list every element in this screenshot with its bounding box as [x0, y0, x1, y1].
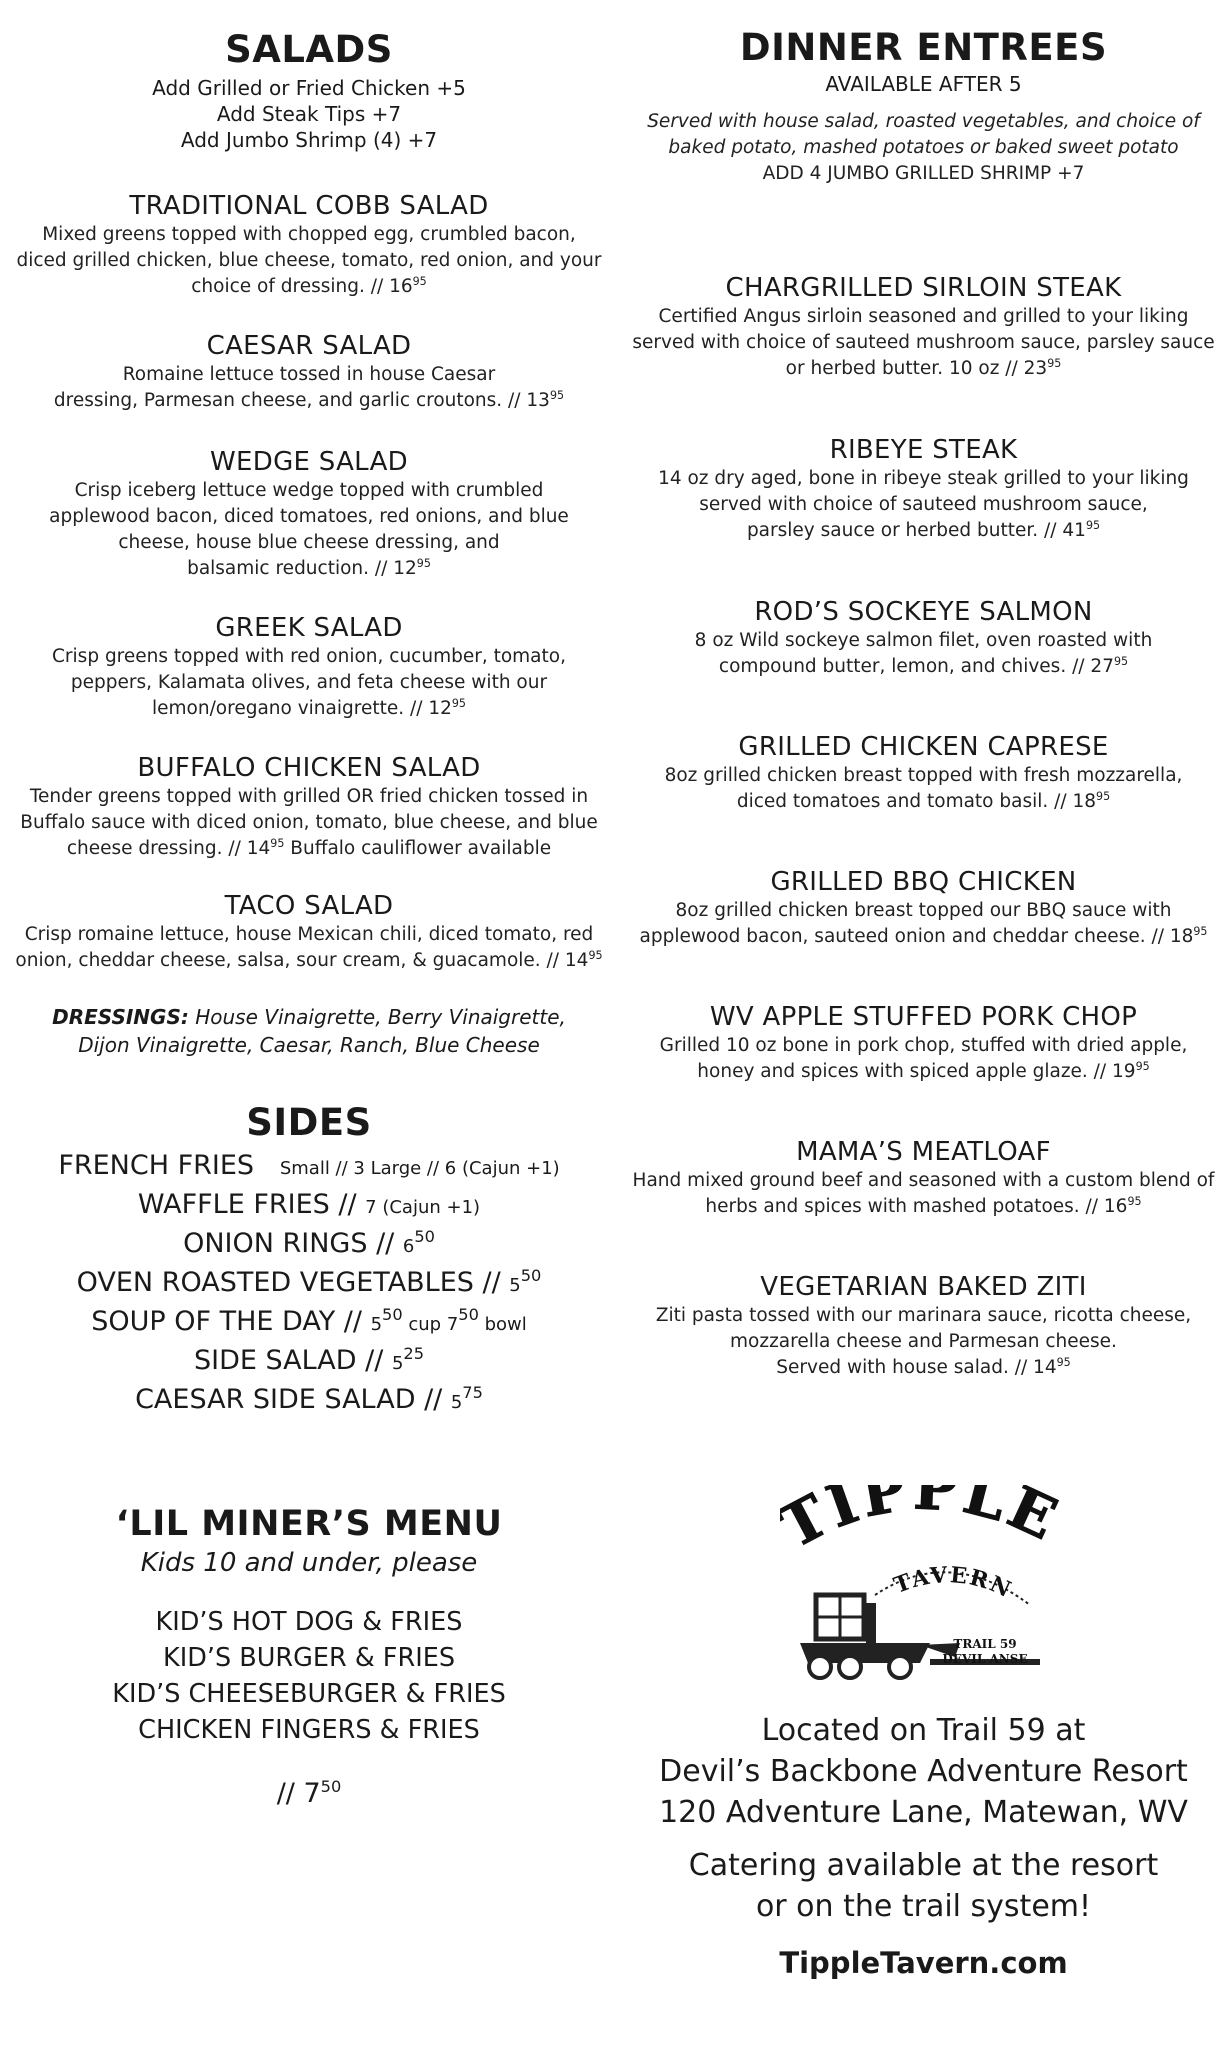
menu-item [628, 866, 1219, 950]
salads-addon: Add Grilled or Fried Chicken +5 [152, 75, 466, 100]
tipple-tavern-logo [780, 1485, 1065, 1685]
item-desc: Crisp romaine lettuce, house Mexican chili, diced tomato, red [24, 924, 594, 945]
item-desc: Hand mixed ground beef and seasoned with a custom blend of [632, 1170, 1215, 1191]
item-desc: Mixed greens topped with chopped egg, crumbled bacon, [42, 224, 576, 245]
sides-section [0, 1103, 618, 1421]
svg-text:DEVIL ANSE: DEVIL ANSE [942, 1652, 1028, 1666]
menu-item [628, 1001, 1219, 1085]
salads-title: SALADS [225, 28, 393, 71]
item-name: GRILLED BBQ CHICKEN [770, 867, 1077, 897]
menu-item [628, 731, 1219, 815]
item-desc: diced grilled chicken, blue cheese, tomato, red onion, and your [16, 250, 602, 271]
item-name: VEGETARIAN BAKED ZITI [760, 1272, 1087, 1302]
dressings-label: DRESSINGS: [52, 1005, 189, 1029]
kids-title: ‘LIL MINER’S MENU [115, 1504, 503, 1544]
item-price-line: diced tomatoes and tomato basil. // $18^{95}$ [736, 789, 1111, 812]
side-item: FRENCH FRIES Small // 3 Large // 6 (Cajun +1) [58, 1149, 560, 1181]
item-desc: Romaine lettuce tossed in house Caesar [122, 364, 496, 385]
entrees-header [628, 28, 1219, 187]
item-name: TRADITIONAL COBB SALAD [129, 191, 489, 221]
item-desc: Ziti pasta tossed with our marinara sauce, ricotta cheese, [655, 1305, 1192, 1326]
entrees-note: baked potato, mashed potatoes or baked sweet potato [668, 136, 1179, 158]
salads-addon: Add Jumbo Shrimp (4) +7 [180, 127, 438, 152]
item-desc: Certified Angus sirloin seasoned and grilled to your liking [658, 306, 1189, 327]
item-desc: Crisp iceberg lettuce wedge topped with crumbled [74, 480, 544, 501]
side-item: OVEN ROASTED VEGETABLES // $5^{50}$ [76, 1265, 542, 1298]
kids-section [0, 1505, 618, 1812]
menu-item [0, 752, 618, 862]
item-name: WEDGE SALAD [210, 447, 408, 477]
location-line: 120 Adventure Lane, Matewan, WV [659, 1795, 1188, 1830]
menu-item [628, 272, 1219, 382]
entrees-title: DINNER ENTREES [739, 26, 1108, 69]
side-item: ONION RINGS // $6^{50}$ [183, 1226, 435, 1259]
item-name: GRILLED CHICKEN CAPRESE [738, 732, 1109, 762]
item-price-line: choice of dressing. // $16^{95}$ [191, 274, 427, 297]
location-line: Devil’s Backbone Adventure Resort [659, 1754, 1188, 1789]
item-name: GREEK SALAD [215, 613, 403, 643]
kids-item: KID’S CHEESEBURGER & FRIES [112, 1678, 506, 1709]
kids-item: KID’S HOT DOG & FRIES [155, 1606, 463, 1637]
item-price-line: compound butter, lemon, and chives. // $27^{95}$ [718, 654, 1129, 677]
item-desc: Grilled 10 oz bone in pork chop, stuffed with dried apple, [659, 1035, 1188, 1056]
kids-item: KID’S BURGER & FRIES [162, 1642, 456, 1673]
entrees-note: Served with house salad, roasted vegetables, and choice of [647, 110, 1200, 132]
catering-line: Catering available at the resort [688, 1848, 1159, 1883]
item-desc: served with choice of sauteed mushroom sauce, [699, 494, 1148, 515]
item-desc: 14 oz dry aged, bone in ribeye steak grilled to your liking [658, 468, 1189, 489]
menu-item [0, 446, 618, 582]
item-name: CHARGRILLED SIRLOIN STEAK [725, 273, 1122, 303]
item-desc: Crisp greens topped with red onion, cucumber, tomato, [52, 646, 566, 667]
salads-section [0, 30, 618, 153]
svg-text:TIPPLE: IPPLE [818, 1485, 1065, 1555]
side-item: SIDE SALAD // $5^{25}$ [194, 1343, 424, 1376]
dressings: DRESSINGS: House Vinaigrette, Berry Vinaigrette, Dijon Vinaigrette, Caesar, Ranch, Blue Cheese [52, 1005, 566, 1057]
item-name: MAMA’S MEATLOAF [796, 1137, 1051, 1167]
location-line: Located on Trail 59 at [761, 1713, 1086, 1748]
item-desc: 8oz grilled chicken breast topped our BBQ sauce with [675, 900, 1172, 921]
item-desc: 8oz grilled chicken breast topped with fresh mozzarella, [664, 765, 1183, 786]
item-price-line: balsamic reduction. // $12^{95}$ [187, 556, 431, 579]
item-price-line: Served with house salad. // $14^{95}$ [776, 1355, 1071, 1378]
catering-line: or on the trail system! [755, 1889, 1092, 1924]
menu-item [0, 890, 618, 974]
item-price-line: applewood bacon, sauteed onion and cheddar cheese. // $18^{95}$ [639, 924, 1208, 947]
item-desc: served with choice of sauteed mushroom sauce, parsley sauce [632, 332, 1215, 353]
item-price-line: or herbed butter. 10 oz // $23^{95}$ [785, 356, 1062, 379]
item-name: CAESAR SALAD [206, 331, 412, 361]
item-price-line: cheese dressing. // $14^{95}$ Buffalo cauliflower available [66, 836, 552, 859]
item-price-line: herbs and spices with mashed potatoes. // $16^{95}$ [705, 1194, 1142, 1217]
menu-item [628, 1271, 1219, 1381]
item-name: TACO SALAD [224, 891, 394, 921]
item-price-line: lemon/oregano vinaigrette. // $12^{95}$ [151, 696, 466, 719]
website: TippleTavern.com [779, 1946, 1068, 1980]
menu-item [0, 330, 618, 414]
item-name: ROD’S SOCKEYE SALMON [754, 597, 1093, 627]
kids-item: CHICKEN FINGERS & FRIES [138, 1714, 480, 1745]
side-item: SOUP OF THE DAY // $5^{50}$ cup $7^{50}$ bowl [91, 1304, 527, 1337]
salads-addon: Add Steak Tips +7 [216, 101, 402, 126]
item-price-line: onion, cheddar cheese, salsa, sour cream, & guacamole. // $14^{95}$ [15, 948, 603, 971]
side-item: WAFFLE FRIES // 7 (Cajun +1) [137, 1188, 481, 1220]
item-desc: Tender greens topped with grilled OR fried chicken tossed in [29, 786, 589, 807]
item-desc: applewood bacon, diced tomatoes, red onions, and blue [49, 506, 569, 527]
info-section [628, 1710, 1219, 1984]
item-desc: mozzarella cheese and Parmesan cheese. [730, 1331, 1117, 1352]
item-name: BUFFALO CHICKEN SALAD [137, 753, 481, 783]
item-price-line: dressing, Parmesan cheese, and garlic croutons. // $13^{95}$ [53, 388, 565, 411]
menu-item [628, 1136, 1219, 1220]
item-desc: 8 oz Wild sockeye salmon filet, oven roasted with [694, 630, 1153, 651]
kids-subtitle: Kids 10 and under, please [140, 1547, 478, 1578]
entrees-subtitle: AVAILABLE AFTER 5 [825, 71, 1022, 96]
item-name: WV APPLE STUFFED PORK CHOP [709, 1002, 1138, 1032]
item-desc: Buffalo sauce with diced onion, tomato, blue cheese, and blue [20, 812, 598, 833]
entrees-note: ADD 4 JUMBO GRILLED SHRIMP +7 [762, 162, 1085, 184]
menu-item [628, 434, 1219, 544]
logo-image [780, 1485, 1065, 1685]
side-item: CAESAR SIDE SALAD // $5^{75}$ [135, 1382, 483, 1415]
sides-title: SIDES [246, 1101, 372, 1144]
item-name: RIBEYE STEAK [829, 435, 1018, 465]
svg-text:TAVERN: TAVERN [890, 1562, 1017, 1604]
item-price-line: honey and spices with spiced apple glaze. // $19^{95}$ [697, 1059, 1150, 1082]
svg-text:TRAIL 59: TRAIL 59 [953, 1637, 1017, 1651]
item-price-line: parsley sauce or herbed butter. // $41^{95}$ [746, 518, 1101, 541]
menu-item [0, 612, 618, 722]
menu-item [628, 596, 1219, 680]
item-desc: cheese, house blue cheese dressing, and [118, 532, 500, 553]
item-desc: peppers, Kalamata olives, and feta cheese with our [70, 672, 548, 693]
kids-price: // $7^{50}$ [276, 1776, 342, 1809]
menu-item [0, 190, 618, 300]
